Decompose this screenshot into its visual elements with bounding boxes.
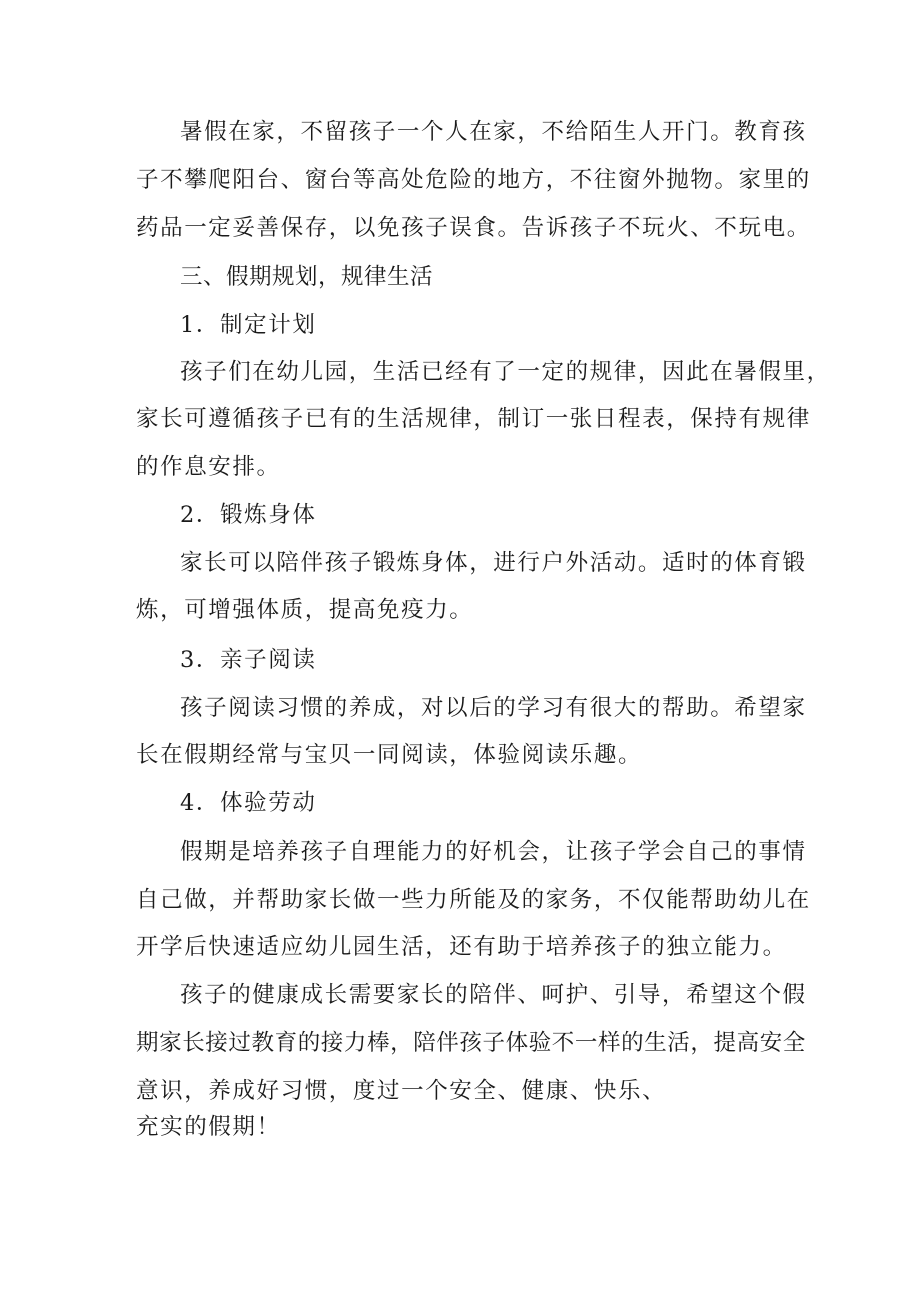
item-heading: 2．锻炼身体: [180, 502, 317, 528]
paragraph-line: 自己做，并帮助家长做一些力所能及的家务，不仅能帮助幼儿在: [136, 887, 811, 913]
paragraph-line: 的作息安排。: [136, 454, 281, 480]
paragraph-line: 药品一定妥善保存，以免孩子误食。告诉孩子不玩火、不玩电。: [136, 215, 811, 241]
item-heading: 3．亲子阅读: [180, 647, 317, 673]
paragraph-line: 长在假期经常与宝贝一同阅读，体验阅读乐趣。: [136, 742, 643, 768]
paragraph-line: 开学后快速适应幼儿园生活，还有助于培养孩子的独立能力。: [136, 934, 787, 960]
paragraph-line: 炼，可增强体质，提高免疫力。: [136, 597, 474, 623]
paragraph-line: 家长可遵循孩子已有的生活规律，制订一张日程表，保持有规律: [136, 406, 811, 432]
paragraph-line: 假期是培养孩子自理能力的好机会，让孩子学会自己的事情: [180, 839, 807, 865]
paragraph-line: 家长可以陪伴孩子锻炼身体，进行户外活动。适时的体育锻: [180, 550, 807, 576]
paragraph-line: 充实的假期！: [136, 1114, 281, 1140]
paragraph-line: 孩子们在幼儿园，生活已经有了一定的规律，因此在暑假里，: [180, 359, 831, 385]
paragraph-line: 意识，养成好习惯，度过一个安全、健康、快乐、: [136, 1078, 667, 1104]
item-heading: 1．制定计划: [180, 312, 317, 338]
section-heading: 三、假期规划，规律生活: [180, 264, 434, 290]
paragraph-line: 暑假在家，不留孩子一个人在家，不给陌生人开门。教育孩: [180, 119, 807, 145]
item-heading: 4．体验劳动: [180, 790, 317, 816]
paragraph-line: 孩子的健康成长需要家长的陪伴、呵护、引导，希望这个假: [180, 982, 807, 1008]
paragraph-line: 子不攀爬阳台、窗台等高处危险的地方，不往窗外抛物。家里的: [136, 167, 811, 193]
paragraph-line: 期家长接过教育的接力棒，陪伴孩子体验不一样的生活，提高安全: [136, 1030, 806, 1056]
paragraph-line: 孩子阅读习惯的养成，对以后的学习有很大的帮助。希望家: [180, 695, 807, 721]
